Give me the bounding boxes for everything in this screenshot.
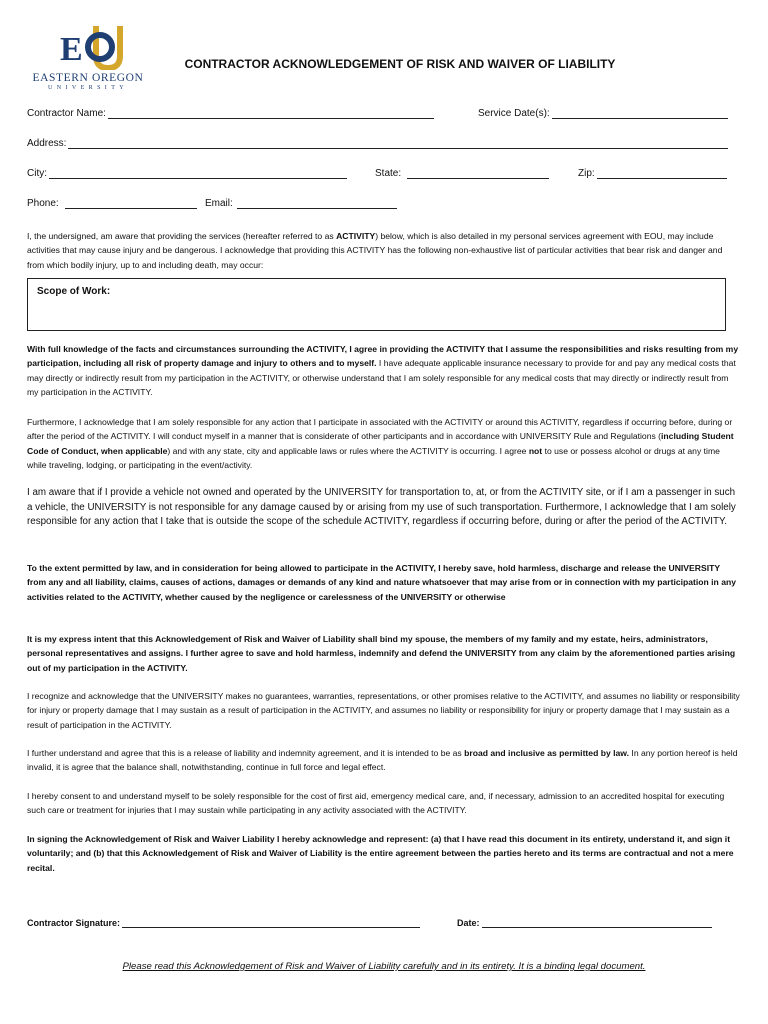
intro-text-2: ) below, which is also detailed in my personal services agreement with EOU, may include activities that may cause injury and be dangerous. I acknowledge that providing this ACTIVITY has the following non-exhaustive list of particular activities that bear risk and danger and from which bodily injury, up to and including death, may occur: xyxy=(27,231,723,270)
release-bold-text: broad and inclusive as permitted by law. xyxy=(464,748,630,758)
state-label: State: xyxy=(375,168,402,179)
service-dates-label: Service Date(s): xyxy=(478,108,550,119)
intro-text-1: I, the undersigned, am aware that providing the services (hereafter referred to as xyxy=(27,231,337,241)
logo-line-1: EASTERN OREGON xyxy=(32,72,144,84)
knowledge-rest-text: I have adequate applicable insurance necessary to provide for and pay any medical costs that may directly or indirectly result from my participation in the ACTIVITY, or otherwise understand that I am solely responsible for any medical costs that may directly or indirectly result from my participation in the ACTIVITY. xyxy=(27,358,736,397)
signing-paragraph: In signing the Acknowledgement of Risk and Waiver Liability I hereby acknowledge and represent: (a) that I have read this document in its entirety, understand it, and sign it voluntarily; and (b) that this Acknowledgement of Risk and Waiver of Liability is the entire agreement between the parties hereto and its terms are contractual and not a mere recital. xyxy=(27,834,734,873)
phone-label: Phone: xyxy=(27,198,59,209)
furthermore-bold-1: including Student Code of Conduct, when applicable xyxy=(27,431,734,456)
footer-notice: Please read this Acknowledgement of Risk and Waiver of Liability carefully and in its entirety. It is a binding legal document. xyxy=(122,961,646,972)
service-dates-line[interactable] xyxy=(552,108,728,119)
phone-line[interactable] xyxy=(65,198,197,209)
intro-activity-bold: ACTIVITY xyxy=(336,231,376,241)
phone-field[interactable] xyxy=(27,198,197,209)
date-label: Date: xyxy=(457,918,480,928)
contractor-signature-field[interactable] xyxy=(27,917,420,928)
furthermore-text-b: ) and with any state, city and applicable laws or rules where the ACTIVITY is occurring. I agree xyxy=(167,445,529,456)
email-line[interactable] xyxy=(237,198,397,209)
email-field[interactable] xyxy=(205,198,397,209)
scope-of-work-label: Scope of Work: xyxy=(37,286,111,297)
knowledge-bold-text: With full knowledge of the facts and circumstances surrounding the ACTIVITY, I agree in providing the ACTIVITY that I assume the responsibilities and risks resulting from my participation, including all risk of property damage and injury to others and to myself. xyxy=(27,344,739,369)
state-field[interactable] xyxy=(375,168,549,179)
furthermore-text-c: to use or possess alcohol or drugs at any time while traveling, lodging, or participating in the event/activity. xyxy=(27,445,720,470)
consent-paragraph: I hereby consent to and understand myself to be solely responsible for the cost of first aid, emergency medical care, and, if necessary, admission to an accredited hospital for executing such care or treatment for injuries that I may sustain while participating in any activity associated with the ACTIVITY. xyxy=(27,791,725,816)
eou-monogram-icon xyxy=(56,26,126,70)
service-dates-field[interactable] xyxy=(478,108,728,119)
contractor-signature-label: Contractor Signature: xyxy=(27,918,121,928)
date-line[interactable] xyxy=(482,917,712,928)
city-label: City: xyxy=(27,168,47,179)
intro-paragraph xyxy=(27,229,741,272)
logo-line-2: UNIVERSITY xyxy=(48,85,128,91)
furthermore-paragraph xyxy=(27,415,741,472)
svg-text:E: E xyxy=(60,31,83,68)
document-title: CONTRACTOR ACKNOWLEDGEMENT OF RISK AND WAIVER OF LIABILITY xyxy=(184,57,616,71)
extent-paragraph: To the extent permitted by law, and in consideration for being allowed to participate in the ACTIVITY, I hereby save, hold harmless, discharge and release the UNIVERSITY from any and all liability, claims, causes of actions, damages or demands of any kind and nature whatsoever that may arise from or in connection with my participation in any activities related to the ACTIVITY, whether caused by the negligence or carelessness of the UNIVERSITY or otherwise xyxy=(27,563,737,602)
vehicle-paragraph: I am aware that if I provide a vehicle not owned and operated by the UNIVERSITY for transportation to, at, or from the ACTIVITY site, or if I am a passenger in such a vehicle, the UNIVERSITY is not responsible for any damage caused by or arising from my use of such transportation. Furthermore, I acknowledge that I am solely responsible for any action that I take that is outside the scope of the schedule ACTIVITY, regardless if occurring before, during or after the period of the ACTIVITY. xyxy=(27,487,736,527)
contractor-name-label: Contractor Name: xyxy=(27,108,106,119)
recognize-paragraph: I recognize and acknowledge that the UNIVERSITY makes no guarantees, warranties, representations, or other promises relative to the ACTIVITY, and assumes no liability or responsibility for injury or property damage that I may sustain as a result of participation in the ACTIVITY, and assumes no liability or responsibility for injury or property damage that I may sustain as a result of participation in the ACTIVITY. xyxy=(27,691,740,730)
furthermore-bold-2: not xyxy=(528,445,543,456)
furthermore-text-a: Furthermore, I acknowledge that I am solely responsible for any action that I participate in associated with the ACTIVITY or around this ACTIVITY, regardless if occurring before, during or after the period of the ACTIVITY. I will conduct myself in a manner that is considerate of other participants and in accordance with UNIVERSITY Rule and Regulations ( xyxy=(27,417,733,442)
intent-paragraph: It is my express intent that this Acknowledgement of Risk and Waiver of Liability shall bind my spouse, the members of my family and my estate, heirs, administrators, personal representatives and assigns. I further agree to save and hold harmless, indemnify and defend the UNIVERSITY from any claim by the aforementioned parties arising out of my participation in the ACTIVITY. xyxy=(27,634,736,673)
address-line[interactable] xyxy=(68,138,728,149)
release-paragraph xyxy=(27,746,741,775)
contractor-name-field[interactable] xyxy=(27,108,434,119)
scope-of-work-box[interactable] xyxy=(27,278,726,331)
zip-line[interactable] xyxy=(597,168,727,179)
email-label: Email: xyxy=(205,198,233,209)
address-field[interactable] xyxy=(27,138,728,149)
date-field[interactable] xyxy=(457,917,712,928)
eou-logo xyxy=(26,26,150,96)
zip-field[interactable] xyxy=(578,168,727,179)
city-line[interactable] xyxy=(49,168,347,179)
contractor-name-line[interactable] xyxy=(108,108,434,119)
release-text-a: I further understand and agree that this is a release of liability and indemnity agreement, and it is intended to be as xyxy=(27,748,465,758)
zip-label: Zip: xyxy=(578,168,595,179)
release-text-b: In any portion hereof is held invalid, it is agree that the balance shall, notwithstanding, continue in full force and legal effect. xyxy=(27,748,738,773)
contractor-signature-line[interactable] xyxy=(122,917,420,928)
city-field[interactable] xyxy=(27,168,347,179)
state-line[interactable] xyxy=(407,168,549,179)
knowledge-paragraph xyxy=(27,342,741,399)
address-label: Address: xyxy=(27,138,67,149)
